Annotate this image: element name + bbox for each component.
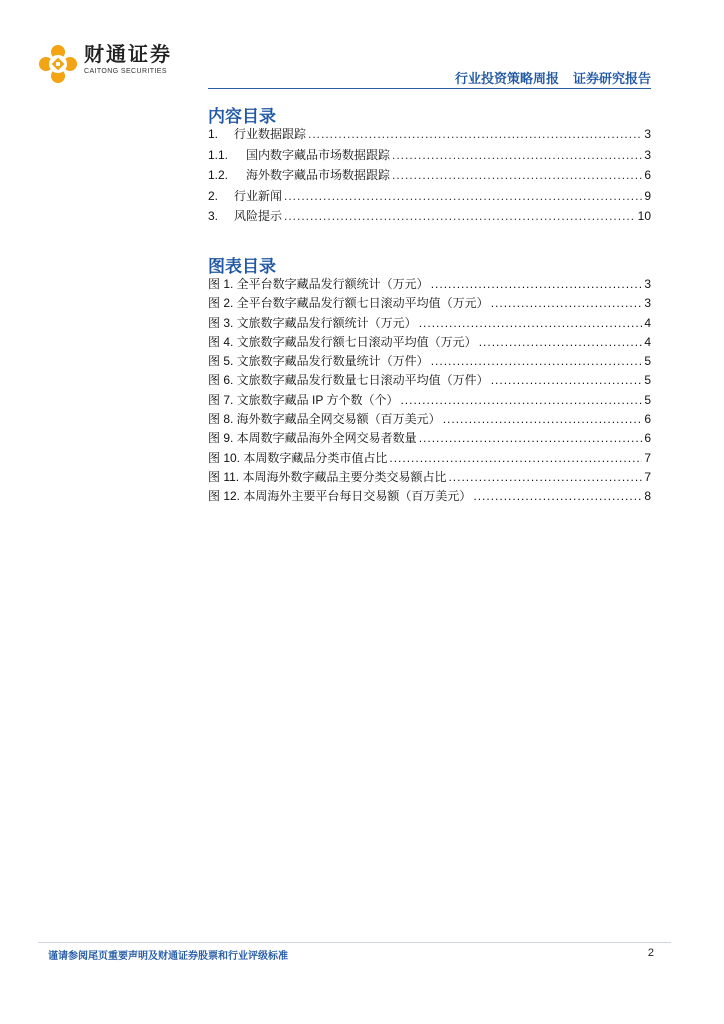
- dot-leader: [473, 489, 642, 503]
- figure-item-label: 图 12. 本周海外主要平台每日交易额（百万美元）: [208, 489, 472, 504]
- figure-item-page: 7: [644, 450, 651, 465]
- toc-item-label: 国内数字藏品市场数据跟踪: [246, 147, 391, 162]
- figure-item-label: 图 1. 全平台数字藏品发行额统计（万元）: [208, 277, 429, 291]
- toc-item-page: 9: [644, 188, 651, 203]
- dot-leader: [308, 127, 642, 141]
- figure-item-label: 图 11. 本周海外数字藏品主要分类交易额占比: [208, 469, 447, 484]
- toc-item[interactable]: [208, 207, 651, 228]
- report-category: 证券研究报告: [572, 71, 651, 86]
- toc-item[interactable]: [208, 166, 651, 187]
- figure-item[interactable]: [208, 333, 651, 352]
- figure-item-label: 图 2. 全平台数字藏品发行额七日滚动平均值（万元）: [208, 296, 489, 311]
- figure-item-label: 图 6. 文旅数字藏品发行数量七日滚动平均值（万件）: [208, 373, 489, 388]
- figure-item-page: 4: [644, 334, 651, 349]
- figure-item[interactable]: [208, 468, 651, 487]
- figure-item[interactable]: [208, 429, 651, 448]
- toc-item-number: 1.: [208, 127, 219, 141]
- dot-leader: [389, 451, 642, 465]
- dot-leader: [491, 373, 643, 387]
- figure-item[interactable]: [208, 487, 651, 506]
- toc-item-number: 1.2.: [208, 168, 229, 183]
- toc-item-label: 风险提示: [234, 209, 283, 224]
- brand-name-cn: 财通证券: [84, 44, 172, 66]
- toc-item-label: 行业新闻: [234, 188, 283, 203]
- toc-item-number: 3.: [208, 209, 219, 224]
- figure-list: [208, 275, 651, 507]
- figure-item-label: 图 3. 文旅数字藏品发行额统计（万元）: [208, 315, 417, 330]
- toc-item[interactable]: [208, 146, 651, 167]
- toc-item-page: 3: [644, 127, 651, 141]
- footer-disclaimer: 谨请参阅尾页重要声明及财通证券股票和行业评级标准: [48, 951, 288, 962]
- toc-item[interactable]: [208, 125, 651, 146]
- footer-divider: [38, 942, 671, 943]
- dot-leader: [431, 354, 643, 368]
- figure-item-page: 6: [644, 431, 651, 446]
- toc-item-label: 海外数字藏品市场数据跟踪: [246, 168, 391, 183]
- figure-item-label: 图 9. 本周数字藏品海外全网交易者数量: [208, 431, 417, 446]
- figure-item[interactable]: [208, 410, 651, 429]
- brand-name-en: CAITONG SECURITIES: [84, 68, 167, 75]
- figure-item[interactable]: [208, 371, 651, 390]
- figure-item-page: 5: [644, 354, 651, 369]
- toc-item-page: 6: [644, 168, 651, 183]
- figure-item[interactable]: [208, 391, 651, 410]
- figure-item-page: 7: [644, 469, 651, 484]
- figure-item[interactable]: [208, 314, 651, 333]
- dot-leader: [392, 168, 642, 182]
- brand-wordmark: [84, 44, 172, 76]
- header-divider: [208, 88, 651, 89]
- figure-item-label: 图 10. 本周数字藏品分类市值占比: [208, 450, 388, 465]
- figure-item-page: 8: [644, 489, 651, 504]
- toc-item-number: 1.1.: [208, 147, 229, 162]
- toc-item-page: 3: [644, 147, 651, 162]
- figure-item-page: 4: [644, 315, 651, 330]
- figure-item[interactable]: [208, 449, 651, 468]
- dot-leader: [479, 335, 643, 349]
- figure-item[interactable]: [208, 294, 651, 313]
- toc-item[interactable]: [208, 187, 651, 208]
- toc-list: [208, 125, 651, 228]
- figure-item-page: 3: [644, 296, 651, 311]
- dot-leader: [419, 316, 643, 330]
- figure-item-label: 图 5. 文旅数字藏品发行数量统计（万件）: [208, 354, 429, 369]
- dot-leader: [443, 412, 643, 426]
- figure-item-page: 3: [644, 277, 651, 291]
- figure-item-label: 图 7. 文旅数字藏品 IP 方个数（个）: [208, 392, 399, 407]
- dot-leader: [284, 209, 636, 223]
- figure-item[interactable]: [208, 275, 651, 294]
- dot-leader: [491, 296, 643, 310]
- figure-item[interactable]: [208, 352, 651, 371]
- dot-leader: [448, 470, 642, 484]
- figure-item-label: 图 4. 文旅数字藏品发行额七日滚动平均值（万元）: [208, 334, 477, 349]
- dot-leader: [284, 189, 642, 203]
- dot-leader: [431, 277, 643, 291]
- dot-leader: [392, 148, 642, 162]
- figure-item-label: 图 8. 海外数字藏品全网交易额（百万美元）: [208, 412, 441, 427]
- toc-title: 内容目录: [208, 107, 276, 126]
- figure-item-page: 5: [644, 373, 651, 388]
- toc-item-page: 10: [637, 209, 651, 224]
- report-header: [455, 68, 651, 87]
- dot-leader: [419, 431, 643, 445]
- toc-item-label: 行业数据跟踪: [234, 127, 307, 141]
- toc-item-number: 2.: [208, 188, 219, 203]
- page-number: 2: [647, 947, 654, 959]
- report-type: 行业投资策略周报: [454, 71, 559, 86]
- dot-leader: [400, 393, 642, 407]
- figure-item-page: 5: [644, 392, 651, 407]
- figure-item-page: 6: [644, 412, 651, 427]
- figures-title: 图表目录: [208, 257, 276, 276]
- caitong-logo-icon: [38, 44, 78, 84]
